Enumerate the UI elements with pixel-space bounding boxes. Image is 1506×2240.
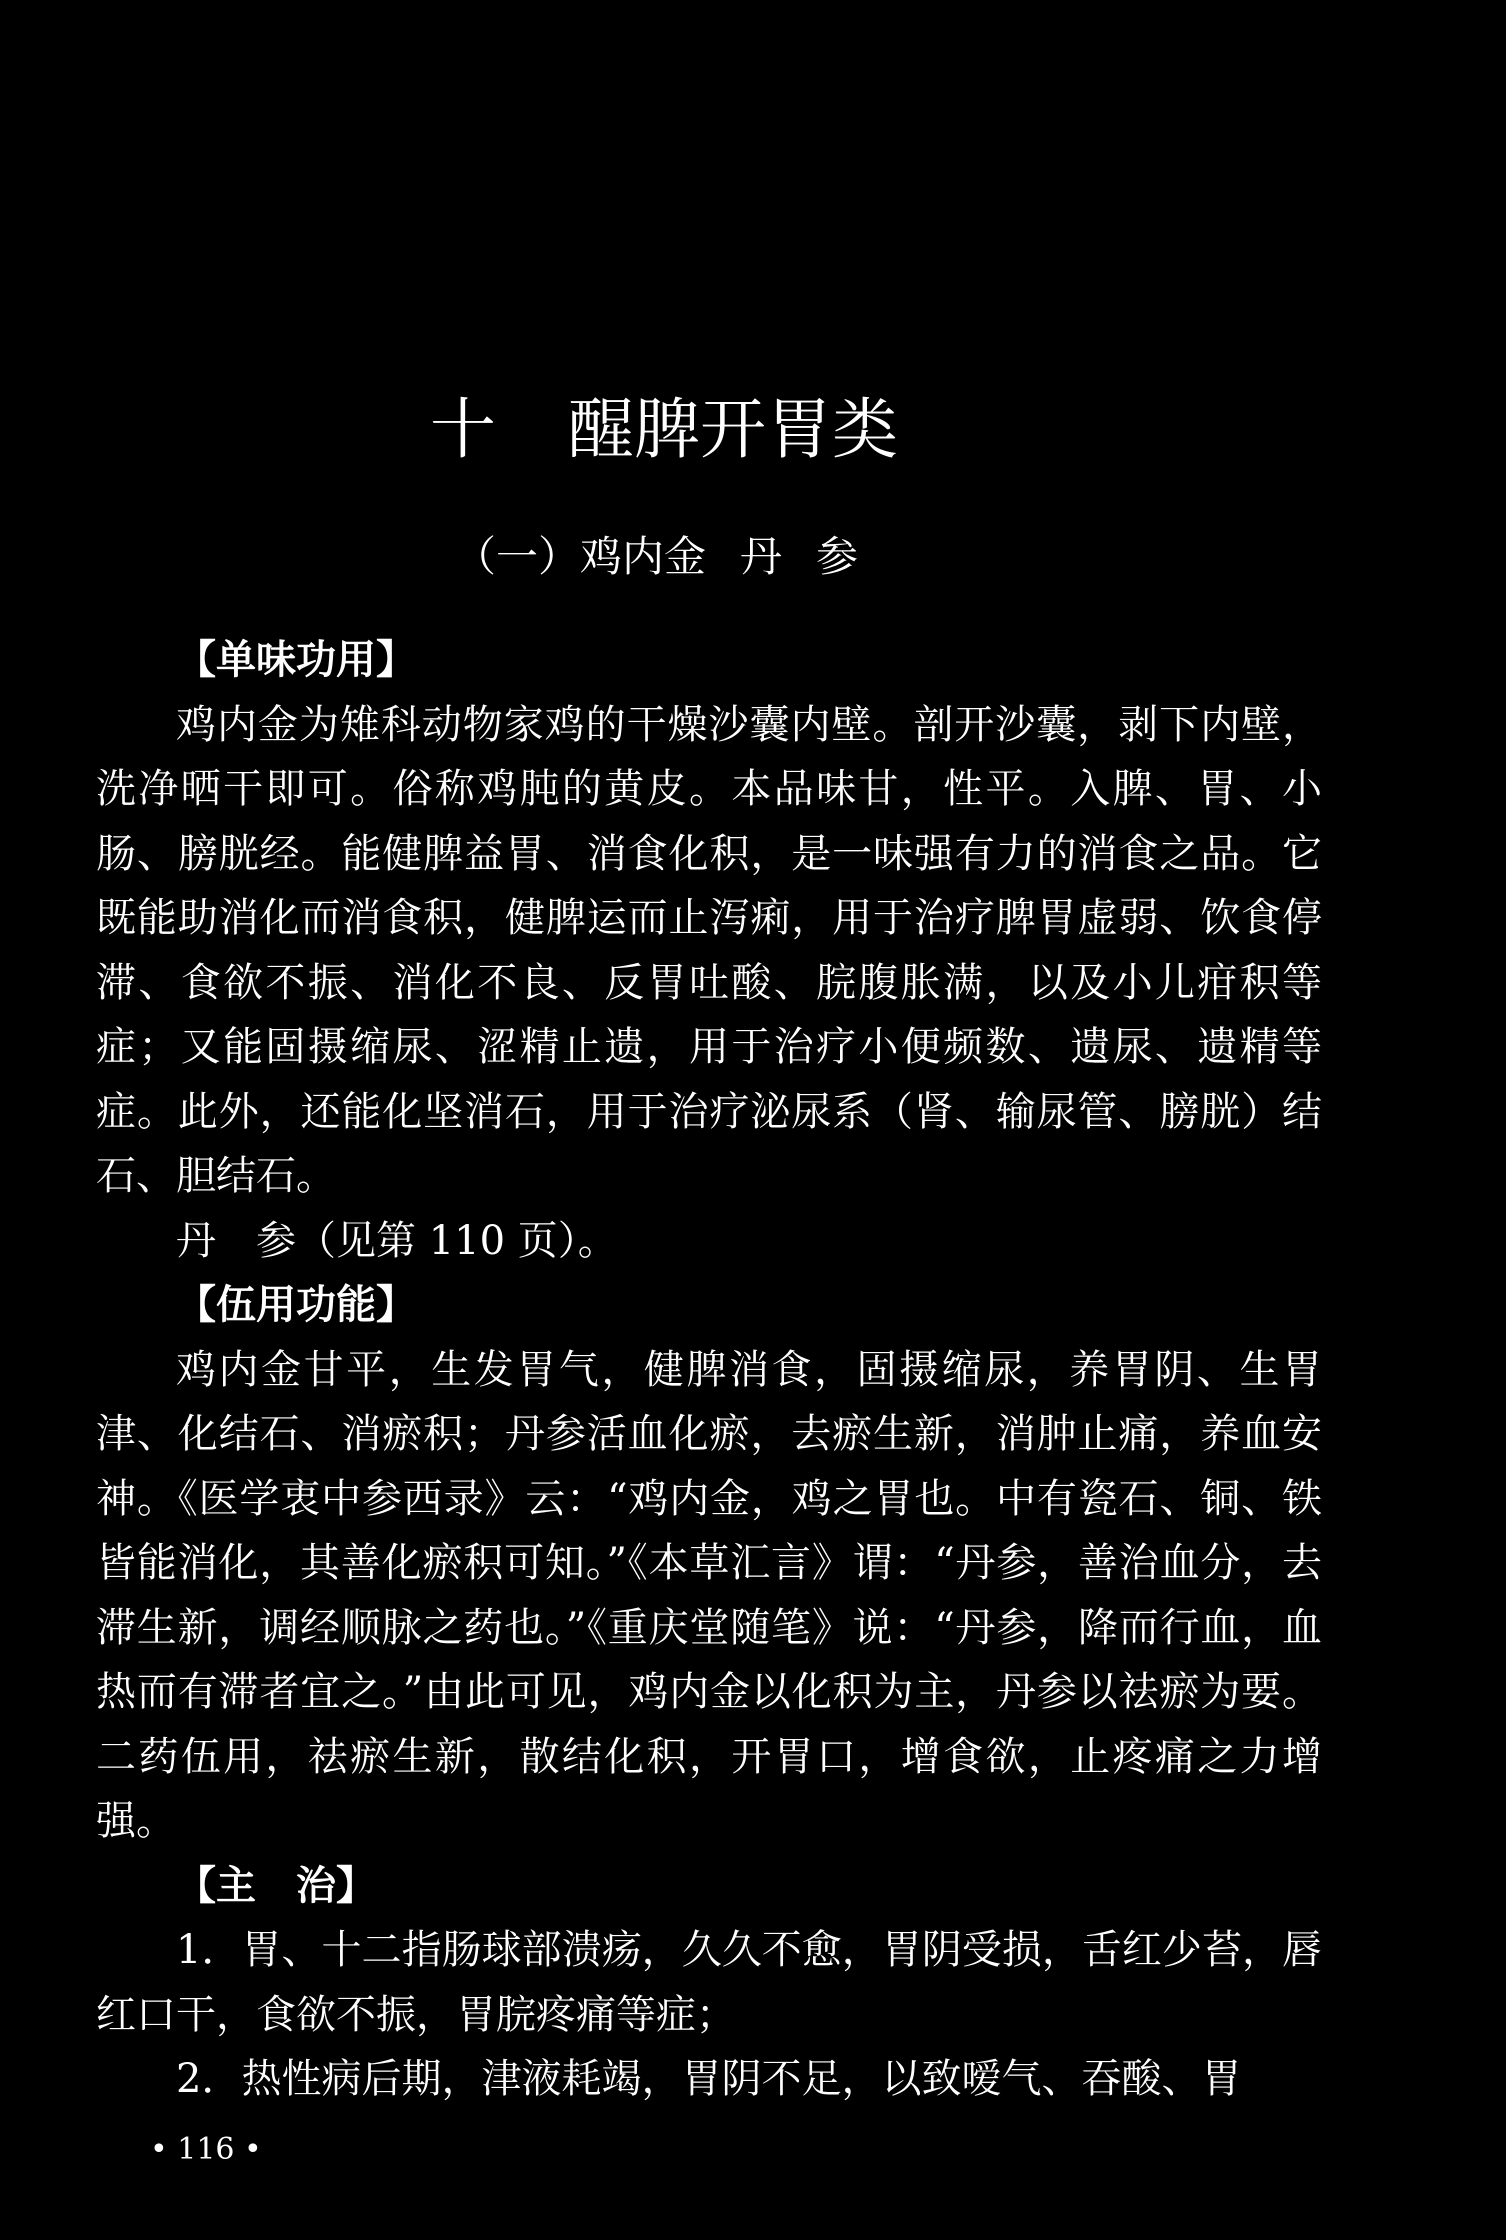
heading-combined-function: 【伍用功能】 bbox=[176, 1282, 416, 1328]
paragraph-danshen-ref: 丹 参（见第 110 页）。 bbox=[176, 1217, 618, 1264]
section-herb-2a: 丹 bbox=[740, 532, 783, 581]
heading-single-function: 【单味功用】 bbox=[176, 637, 416, 683]
heading-indications: 【主 治】 bbox=[176, 1862, 376, 1909]
page-number: • 116 • bbox=[150, 2132, 262, 2167]
body-text bbox=[96, 628, 1322, 2112]
paragraph-jineijin: 鸡内金为雉科动物家鸡的干燥沙囊内壁。剖开沙囊，剥下内壁，洗净晒干即可。俗称鸡肫的黄皮。本品味甘，性平。入脾、胃、小肠、膀胱经。能健脾益胃、消食化积，是一味强有力的消食之品。它既能助消化而消食积，健脾运而止泻痢，用于治疗脾胃虚弱、饮食停滞、食欲不振、消化不良、反胃吐酸、脘腹胀满，以及小儿疳积等症；又能固摄缩尿、涩精止遗，用于治疗小便频数、遗尿、遗精等症。此外，还能化坚消石，用于治疗泌尿系（肾、输尿管、膀胱）结石、胆结石。 bbox=[96, 701, 1322, 1199]
paragraph-combined: 鸡内金甘平，生发胃气，健脾消食，固摄缩尿，养胃阴、生胃津、化结石、消瘀积；丹参活血化瘀，去瘀生新，消肿止痛，养血安神。《医学衷中参西录》云：“鸡内金，鸡之胃也。中有瓷石、铜、铁皆能消化，其善化瘀积可知。”《本草汇言》谓：“丹参，善治血分，去滞生新，调经顺脉之药也。”《重庆堂随笔》说：“丹参，降而行血，血热而有滞者宜之。”由此可见，鸡内金以化积为主，丹参以祛瘀为要。二药伍用，祛瘀生新，散结化积，开胃口，增食欲，止疼痛之力增强。 bbox=[96, 1346, 1322, 1844]
paragraph-indication-1: 1．胃、十二指肠球部溃疡，久久不愈，胃阴受损，舌红少苔，唇红口干，食欲不振，胃脘疼痛等症； bbox=[96, 1927, 1322, 2038]
chapter-number: 十 bbox=[430, 391, 496, 468]
section-herb-1: （一）鸡内金 bbox=[454, 532, 707, 581]
section-herb-2b: 参 bbox=[816, 532, 859, 581]
chapter-name: 醒脾开胃类 bbox=[568, 391, 898, 468]
paragraph-indication-2: 2．热性病后期，津液耗竭，胃阴不足，以致嗳气、吞酸、胃 bbox=[176, 2056, 1242, 2102]
section-title bbox=[454, 526, 858, 588]
chapter-title bbox=[430, 388, 990, 472]
